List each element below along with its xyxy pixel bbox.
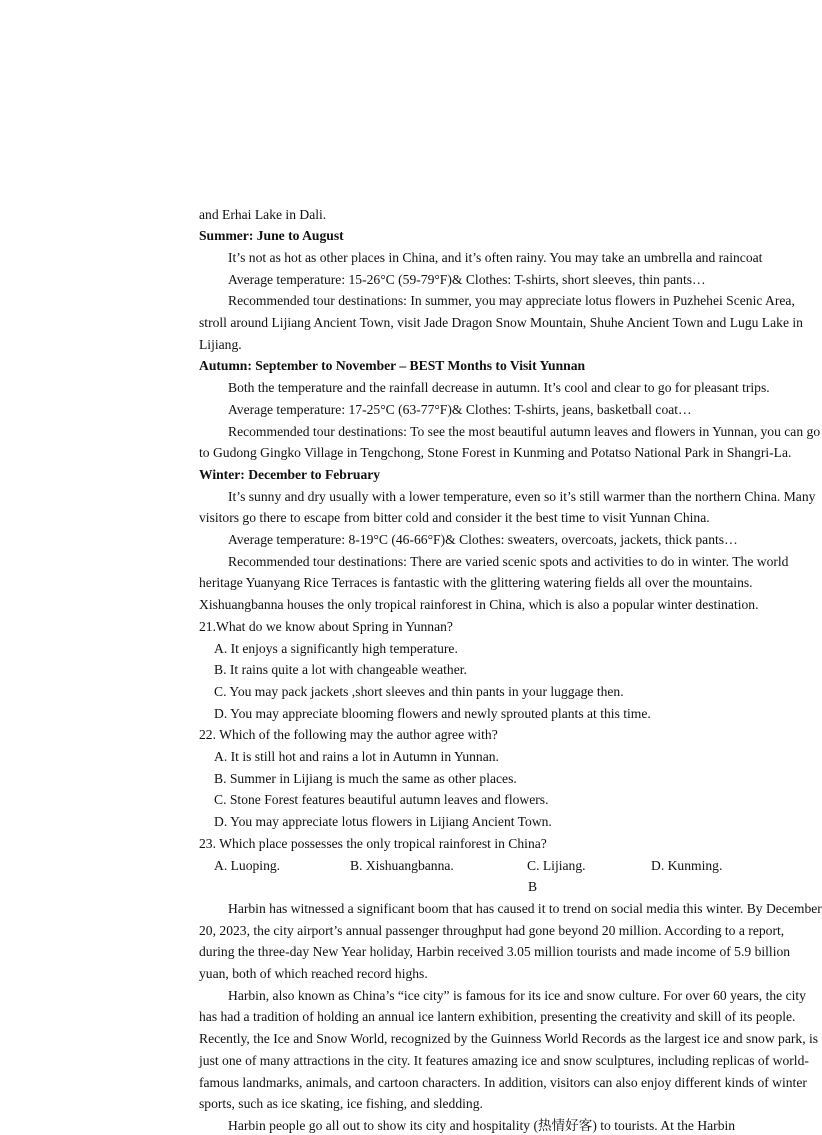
text-line: during the three-day New Year holiday, Harbin received 3.05 million tourists and made income of 5.9 billion <box>199 944 791 960</box>
paragraph-line: Recommended tour destinations: In summer, you may appreciate lotus flowers in Puzhehei Scenic Area, <box>228 293 795 309</box>
text-line: just one of many attractions in the city. It features amazing ice and snow sculptures, including replicas of world- <box>199 1052 809 1068</box>
section-heading: Autumn: September to November – BEST Months to Visit Yunnan <box>199 358 586 374</box>
text-line: to Gudong Gingko Village in Tengchong, Stone Forest in Kunming and Potatso National Park in Shangri-La. <box>199 445 792 461</box>
text-line: famous landmarks, animals, and cartoon characters. In addition, visitors can also enjoy different kinds of winter <box>199 1074 807 1090</box>
text-line: Xishuangbanna houses the only tropical rainforest in China, which is also a popular winter destination. <box>199 597 759 613</box>
section-heading: Winter: December to February <box>199 466 381 482</box>
paragraph-line: Harbin has witnessed a significant boom that has caused it to trend on social media this winter. By December <box>228 900 822 916</box>
paragraph-line: Harbin, also known as China’s “ice city” is famous for its ice and snow culture. For over 60 years, the city <box>228 987 806 1003</box>
answer-option: C. You may pack jackets ,short sleeves and thin pants in your luggage then. <box>214 683 624 699</box>
question-23-option: A. Luoping. <box>214 857 281 873</box>
section-heading: Summer: June to August <box>199 228 344 244</box>
paragraph-line: Harbin people go all out to show its city and hospitality (热情好客) to tourists. At the Harbin <box>228 1117 736 1133</box>
paragraph-line: Average temperature: 17-25°C (63-77°F)& Clothes: T-shirts, jeans, basketball coat… <box>228 401 692 417</box>
paragraph-line: Recommended tour destinations: To see the most beautiful autumn leaves and flowers in Yunnan, you can go <box>228 423 821 439</box>
text-line: 22. Which of the following may the author agree with? <box>199 727 498 743</box>
paragraph-line: Both the temperature and the rainfall decrease in autumn. It’s cool and clear to go for pleasant trips. <box>228 380 770 396</box>
text-line: stroll around Lijiang Ancient Town, visit Jade Dragon Snow Mountain, Shuhe Ancient Town and Lugu Lake in <box>199 315 803 330</box>
paragraph-line: Average temperature: 15-26°C (59-79°F)& Clothes: T-shirts, short sleeves, thin pants… <box>228 271 706 287</box>
answer-option: D. You may appreciate lotus flowers in Lijiang Ancient Town. <box>214 814 552 830</box>
answer-option: C. Stone Forest features beautiful autumn leaves and flowers. <box>214 792 549 808</box>
text-line: sports, such as ice skating, ice fishing, and sledding. <box>199 1096 483 1112</box>
answer-option: D. You may appreciate blooming flowers and newly sprouted plants at this time. <box>214 705 651 721</box>
text-line: 23. Which place possesses the only tropical rainforest in China? <box>199 835 547 851</box>
text-line: 20, 2023, the city airport’s annual passenger throughput had gone beyond 20 million. According to a report, <box>199 922 785 938</box>
paragraph-line: It’s sunny and dry usually with a lower temperature, even so it’s still warmer than the northern China. Many <box>228 488 816 504</box>
paragraph-line: It’s not as hot as other places in China, and it’s often rainy. You may take an umbrella and raincoat <box>228 249 763 265</box>
question-23-option: C. Lijiang. <box>527 857 586 873</box>
passage-label: B <box>528 879 538 895</box>
text-line: Recently, the Ice and Snow World, recognized by the Guinness World Records as the largest ice and snow park, is <box>199 1031 819 1047</box>
text-line: visitors go there to escape from bitter cold and consider it the best time to visit Yunnan China. <box>199 510 710 526</box>
question-23-option: B. Xishuangbanna. <box>350 857 454 873</box>
paragraph-line: Recommended tour destinations: There are varied scenic spots and activities to do in winter. The world <box>228 553 789 569</box>
text-line: 21.What do we know about Spring in Yunnan? <box>199 618 453 634</box>
answer-option: B. It rains quite a lot with changeable weather. <box>214 662 467 678</box>
paragraph-line: Average temperature: 8-19°C (46-66°F)& Clothes: sweaters, overcoats, jackets, thick pants… <box>228 532 738 547</box>
text-line: and Erhai Lake in Dali. <box>199 206 327 222</box>
question-23-option: D. Kunming. <box>651 857 723 873</box>
answer-option: A. It enjoys a significantly high temperature. <box>214 640 458 656</box>
answer-option: A. It is still hot and rains a lot in Autumn in Yunnan. <box>214 749 499 764</box>
answer-option: B. Summer in Lijiang is much the same as other places. <box>214 770 517 786</box>
text-line: heritage Yuanyang Rice Terraces is fantastic with the glittering watering fields all over the mountains. <box>199 575 753 591</box>
text-line: has had a tradition of holding an annual ice lantern exhibition, presenting the creativity and skill of its people. <box>199 1009 796 1025</box>
text-line: Lijiang. <box>199 336 242 352</box>
text-line: yuan, both of which reached record highs. <box>199 966 428 981</box>
